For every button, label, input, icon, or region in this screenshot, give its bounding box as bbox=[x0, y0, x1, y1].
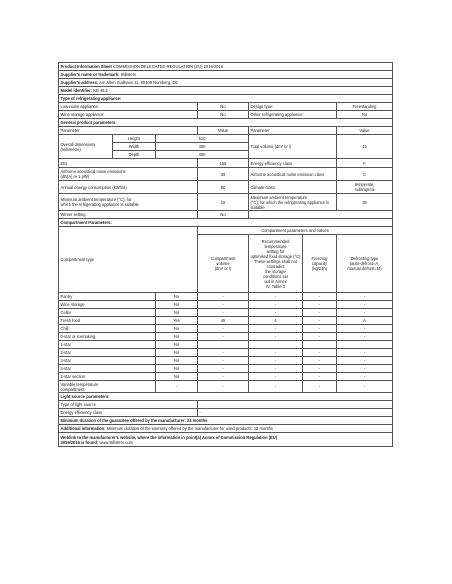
col-compartment-type: Compartment type bbox=[59, 227, 198, 293]
compartment-temp: - bbox=[249, 373, 303, 381]
compartment-name: Fresh food bbox=[59, 317, 156, 325]
compartment-present: No bbox=[156, 373, 198, 381]
additional-text: Minimum duration of the warranty offered by the manufacturer for used products: 12 months bbox=[105, 426, 273, 431]
compartment-row bbox=[59, 349, 393, 357]
general-heading: General product parameters: bbox=[59, 119, 393, 127]
compartment-name: 4-star bbox=[59, 365, 156, 373]
compartment-freezing: - bbox=[303, 333, 337, 341]
compartment-defrost: - bbox=[337, 373, 393, 381]
compartment-row bbox=[59, 333, 393, 341]
compartment-volume: - bbox=[198, 293, 249, 301]
compartment-present: Yes bbox=[156, 317, 198, 325]
compartment-defrost: - bbox=[337, 365, 393, 373]
info-table bbox=[58, 62, 393, 447]
title-bold: Product Information Sheet bbox=[60, 64, 112, 69]
compartment-volume: - bbox=[198, 309, 249, 317]
supplier-name-row bbox=[59, 71, 393, 79]
compartment-temp: - bbox=[249, 301, 303, 309]
compartment-temp bbox=[249, 341, 303, 349]
col-freezing-capacity: Freezing capacity (kg/24h) bbox=[303, 235, 337, 293]
compartment-name: Cellar bbox=[59, 309, 156, 317]
weblink-label: Weblink to the manufacturer's website, where the information in point(a) Annex of Commission Regulation (EU) 2019/2016 is found: bbox=[60, 434, 278, 445]
light-type-value bbox=[198, 401, 393, 409]
compartment-freezing: - bbox=[303, 309, 337, 317]
compartment-group-header: Compartment parameters and values bbox=[198, 227, 393, 235]
compartment-temp: - bbox=[249, 349, 303, 357]
compartment-name: 3-star bbox=[59, 357, 156, 365]
low-noise-label: Low-noise appliance: bbox=[59, 103, 198, 111]
supplier-name-label: Supplier's name or trademark: bbox=[60, 72, 120, 77]
compartment-freezing: - bbox=[303, 301, 337, 309]
compartment-volume: - bbox=[198, 325, 249, 333]
noise-class-label: Airborne acoustical noise emission class bbox=[249, 168, 337, 181]
compartment-row bbox=[59, 301, 393, 309]
compartment-volume bbox=[198, 341, 249, 349]
eei-label: EEI bbox=[59, 159, 198, 168]
compartment-volume: - bbox=[198, 381, 249, 393]
col-value: Value bbox=[198, 127, 249, 135]
compartment-freezing: - bbox=[303, 325, 337, 333]
width-value: 450 bbox=[156, 143, 249, 151]
col-defrosting-type: Defrosting type (auto-defrost=A, manual defrost=M) bbox=[337, 235, 393, 293]
compartment-volume: - bbox=[198, 333, 249, 341]
noise-label: Airborne acoustical noise emissions (dB(A) re 1 pW) bbox=[59, 168, 198, 181]
low-noise-value: No bbox=[198, 103, 249, 111]
energy-class-value: F bbox=[337, 159, 393, 168]
model-identifier: KB 45.2 bbox=[93, 88, 108, 93]
other-label: Other refrigerating appliance: bbox=[249, 111, 337, 119]
design-type-label: Design type: bbox=[249, 103, 337, 111]
compartment-present: - bbox=[156, 381, 198, 393]
title-rest: COMMISSION DELEGATED REGULATION (EU) 2019/2016 bbox=[111, 64, 223, 69]
compartment-freezing: - bbox=[303, 357, 337, 365]
supplier-address-row bbox=[59, 79, 393, 87]
additional-row bbox=[59, 425, 393, 433]
climate-value: temperate, subtropical bbox=[337, 181, 393, 194]
weblink-url[interactable]: www.stillstern.com bbox=[98, 439, 134, 445]
compartment-defrost: - bbox=[337, 309, 393, 317]
compartment-defrost: - bbox=[337, 349, 393, 357]
compartment-defrost: - bbox=[337, 381, 393, 393]
compartment-freezing: - bbox=[303, 349, 337, 357]
compartment-present: No bbox=[156, 325, 198, 333]
compartment-defrost bbox=[337, 341, 393, 349]
compartment-present: No bbox=[156, 301, 198, 309]
compartment-rows bbox=[59, 293, 393, 393]
light-type-label: Type of light source bbox=[59, 401, 198, 409]
compartment-temp: - bbox=[249, 325, 303, 333]
compartment-row bbox=[59, 373, 393, 381]
light-heading: Light source parameters: bbox=[59, 393, 393, 401]
compartment-present: No bbox=[156, 293, 198, 301]
compartment-heading: Compartment Parameters: bbox=[59, 219, 393, 227]
model-label: Model identifier: bbox=[60, 88, 93, 93]
compartment-row bbox=[59, 317, 393, 325]
compartment-defrost: - bbox=[337, 301, 393, 309]
col-value-2: Value bbox=[337, 127, 393, 135]
compartment-present: No bbox=[156, 333, 198, 341]
compartment-present: No bbox=[156, 309, 198, 317]
compartment-row bbox=[59, 293, 393, 301]
compartment-name: 2-star section bbox=[59, 373, 156, 381]
compartment-present: No bbox=[156, 341, 198, 349]
total-volume-value: 45 bbox=[337, 135, 393, 159]
compartment-name: Pantry bbox=[59, 293, 156, 301]
supplier-address: Am Alten Sudhaus 11, 90409 Nürnberg, DE bbox=[99, 80, 179, 85]
noise-class-value: C bbox=[337, 168, 393, 181]
guarantee-row: Minimum duration of the guarantee offered by the manufacturer: 24 months bbox=[59, 417, 393, 425]
compartment-volume: - bbox=[198, 357, 249, 365]
wine-label: Wine storage appliance: bbox=[59, 111, 198, 119]
noise-value: 39 bbox=[198, 168, 249, 181]
total-volume-label: Total volume (dm³ or l) bbox=[249, 135, 337, 159]
compartment-present: No bbox=[156, 365, 198, 373]
winter-value: No bbox=[198, 211, 249, 219]
compartment-name: Chill bbox=[59, 325, 156, 333]
depth-label: Depth bbox=[113, 151, 156, 159]
compartment-volume: - bbox=[198, 373, 249, 381]
additional-label: Additional information: bbox=[60, 426, 106, 431]
other-value: No bbox=[337, 111, 393, 119]
climate-label: Climate class: bbox=[249, 181, 337, 194]
compartment-temp: - bbox=[249, 293, 303, 301]
compartment-temp: - bbox=[249, 357, 303, 365]
compartment-defrost: - bbox=[337, 325, 393, 333]
annual-energy-label: Annual energy consumption (kWh/a) bbox=[59, 181, 198, 194]
col-parameter-2: Parameter bbox=[249, 127, 337, 135]
compartment-temp: - bbox=[249, 381, 303, 393]
height-value: 510 bbox=[156, 135, 249, 143]
height-label: Height bbox=[113, 135, 156, 143]
compartment-name: Variable temperature compartment bbox=[59, 381, 156, 393]
compartment-freezing: - bbox=[303, 381, 337, 393]
compartment-defrost: A bbox=[337, 317, 393, 325]
compartment-freezing: - bbox=[303, 293, 337, 301]
winter-label: Winter setting bbox=[59, 211, 198, 219]
model-row bbox=[59, 87, 393, 95]
annual-energy-value: 80 bbox=[198, 181, 249, 194]
min-temp-label: Minimum ambient temperature (°C), for which the refrigerating appliance is suitable bbox=[59, 194, 198, 211]
compartment-row bbox=[59, 365, 393, 373]
supplier-address-label: Supplier's address: bbox=[60, 80, 99, 85]
compartment-defrost: - bbox=[337, 293, 393, 301]
type-heading: Type of refrigerating appliance: bbox=[59, 95, 393, 103]
wine-value: No bbox=[198, 111, 249, 119]
design-type-value: Freestanding bbox=[337, 103, 393, 111]
max-temp-value: 38 bbox=[337, 194, 393, 211]
compartment-present: No bbox=[156, 357, 198, 365]
compartment-name: 1-star bbox=[59, 341, 156, 349]
energy-class-label: Energy efficiency class bbox=[249, 159, 337, 168]
compartment-row bbox=[59, 381, 393, 393]
max-temp-label: Maximum ambient temperature (°C), for which the refrigerating appliance is suitable bbox=[249, 194, 337, 211]
compartment-volume: - bbox=[198, 301, 249, 309]
compartment-name: Wine storage bbox=[59, 301, 156, 309]
dimensions-label: Overall dimensions (millimetre) bbox=[59, 135, 113, 159]
col-parameter: Parameter bbox=[59, 127, 198, 135]
compartment-defrost: - bbox=[337, 357, 393, 365]
width-label: Width bbox=[113, 143, 156, 151]
compartment-freezing: - bbox=[303, 365, 337, 373]
compartment-row bbox=[59, 309, 393, 317]
col-recommended-temp: Recommended temperature setting for optimised food storage (°C) These settings shall not contradict the storage conditions set out in Annex IV, Table 3 bbox=[249, 235, 303, 293]
light-class-value: - bbox=[198, 409, 393, 417]
compartment-name: 2-star bbox=[59, 349, 156, 357]
compartment-volume: 45 bbox=[198, 317, 249, 325]
compartment-row bbox=[59, 341, 393, 349]
eei-value: 158 bbox=[198, 159, 249, 168]
weblink-row bbox=[59, 433, 393, 447]
compartment-freezing bbox=[303, 341, 337, 349]
min-temp-value: 16 bbox=[198, 194, 249, 211]
compartment-row bbox=[59, 357, 393, 365]
compartment-freezing: - bbox=[303, 373, 337, 381]
compartment-temp: 4 bbox=[249, 317, 303, 325]
supplier-name: Stillstern bbox=[120, 72, 137, 77]
winter-blank bbox=[249, 211, 393, 219]
compartment-defrost: - bbox=[337, 333, 393, 341]
product-information-sheet bbox=[58, 62, 392, 447]
light-class-label: Energy efficiency class bbox=[59, 409, 198, 417]
depth-value: 450 bbox=[156, 151, 249, 159]
compartment-volume: - bbox=[198, 365, 249, 373]
compartment-present: No bbox=[156, 349, 198, 357]
compartment-temp: - bbox=[249, 365, 303, 373]
compartment-freezing: - bbox=[303, 317, 337, 325]
compartment-row bbox=[59, 325, 393, 333]
compartment-temp: - bbox=[249, 333, 303, 341]
compartment-temp: - bbox=[249, 309, 303, 317]
sheet-title bbox=[59, 63, 393, 71]
col-compartment-volume: Compartment volume (dm³ or l) bbox=[198, 235, 249, 293]
compartment-volume: - bbox=[198, 349, 249, 357]
compartment-name: 0-star or icemaking bbox=[59, 333, 156, 341]
